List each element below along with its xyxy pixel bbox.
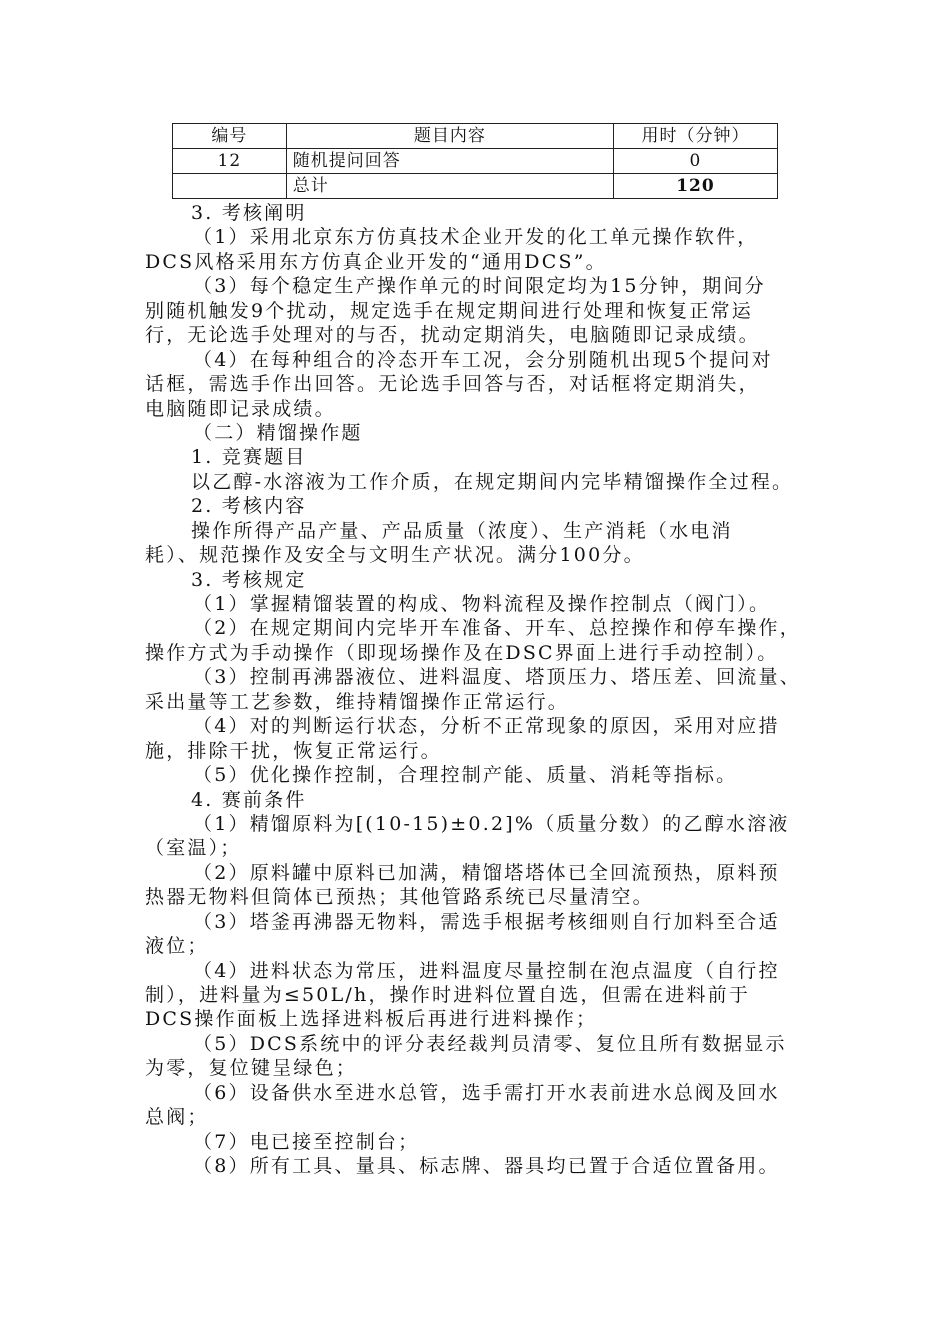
document-page (145, 123, 810, 1179)
header-cell-time: 用时（分钟） (613, 124, 777, 149)
section-heading: 1. 竞赛题目 (191, 446, 307, 469)
text-line: 总阀； (145, 1106, 209, 1129)
text-line: 行，无论选手处理对的与否，扰动定期消失，电脑随即记录成绩。 (145, 324, 760, 347)
text-line: 制），进料量为≤50L/h，操作时进料位置自选，但需在进料前于 (145, 984, 751, 1006)
text-line: （3）控制再沸器液位、进料温度、塔顶压力、塔压差、回流量、 (193, 666, 801, 689)
total-value: 120 (613, 174, 777, 199)
table-row (173, 149, 778, 174)
section-heading: 3. 考核规定 (191, 568, 307, 591)
text-line: 施，排除干扰，恢复正常运行。 (145, 739, 442, 762)
text-line: DCS操作面板上选择进料板后再进行进料操作； (145, 1008, 598, 1031)
text-line: 液位； (145, 935, 209, 958)
text-line: （3）每个稳定生产操作单元的时间限定均为15分钟，期间分 (193, 275, 766, 298)
text-line: 热器无物料但筒体已预热；其他管路系统已尽量清空。 (145, 886, 654, 909)
text-line: （3）塔釜再沸器无物料，需选手根据考核细则自行加料至合适 (193, 910, 780, 933)
header-cell-content: 题目内容 (286, 124, 613, 149)
text-line: 采出量等工艺参数，维持精馏操作正常运行。 (145, 690, 570, 713)
text-line: 话框，需选手作出回答。无论选手回答与否，对话框将定期消失， (145, 373, 760, 396)
section-heading: （二）精馏操作题 (193, 421, 363, 444)
text-line: （4）进料状态为常压，进料温度尽量控制在泡点温度（自行控 (193, 959, 780, 982)
text-line: （室温）； (145, 837, 242, 860)
text-line: 电脑随即记录成绩。 (145, 397, 336, 420)
text-line: 操作方式为手动操作（即现场操作及在DSC界面上进行手动控制）。 (145, 641, 779, 664)
table-cell (173, 174, 287, 199)
table-header-row (173, 124, 778, 149)
text-line: （8）所有工具、量具、标志牌、器具均已置于合适位置备用。 (193, 1155, 780, 1178)
text-line: （5）优化操作控制，合理控制产能、质量、消耗等指标。 (193, 764, 738, 787)
text-line: （7）电已接至控制台； (193, 1130, 420, 1153)
section-heading: 4. 赛前条件 (191, 788, 307, 811)
text-line: （4）对的判断运行状态，分析不正常现象的原因，采用对应措 (193, 715, 780, 738)
text-line: 操作所得产品产量、产品质量（浓度）、生产消耗（水电消 (191, 519, 733, 542)
text-line: （1）掌握精馏装置的构成、物料流程及操作控制点（阀门）。 (193, 593, 771, 615)
section-heading: 3. 考核阐明 (191, 202, 307, 224)
time-allocation-table (172, 123, 778, 199)
text-line: （2）原料罐中原料已加满，精馏塔塔体已全回流预热，原料预 (193, 861, 780, 884)
section-heading: 2. 考核内容 (191, 495, 307, 518)
header-cell-number: 编号 (173, 124, 287, 149)
text-line: （6）设备供水至进水总管，选手需打开水表前进水总阀及回水 (193, 1081, 780, 1104)
text-line: （1）精馏原料为[(10-15)±0.2]%（质量分数）的乙醇水溶液 (193, 812, 790, 835)
text-line: DCS风格采用东方仿真企业开发的“通用DCS”。 (145, 250, 607, 273)
table-cell: 随机提问回答 (286, 149, 613, 174)
text-line: （1）采用北京东方仿真技术企业开发的化工单元操作软件， (193, 226, 759, 249)
table-cell: 12 (173, 149, 287, 174)
text-line: （5）DCS系统中的评分表经裁判员清零、复位且所有数据显示 (193, 1032, 787, 1055)
body-text (145, 201, 810, 1179)
text-line: （4）在每种组合的冷态开车工况，会分别随机出现5个提问对 (193, 348, 773, 371)
text-line: 为零，复位键呈绿色； (145, 1057, 358, 1080)
text-line: 别随机触发9个扰动，规定选手在规定期间进行处理和恢复正常运 (145, 299, 753, 322)
table-total-row (173, 174, 778, 199)
text-line: 耗）、规范操作及安全与文明生产状况。满分100分。 (145, 544, 645, 567)
text-line: 以乙醇-水溶液为工作介质，在规定期间内完毕精馏操作全过程。 (191, 470, 794, 493)
total-label: 总计 (286, 174, 613, 199)
text-line: （2）在规定期间内完毕开车准备、开车、总控操作和停车操作， (193, 617, 801, 640)
table-cell: 0 (613, 149, 777, 174)
